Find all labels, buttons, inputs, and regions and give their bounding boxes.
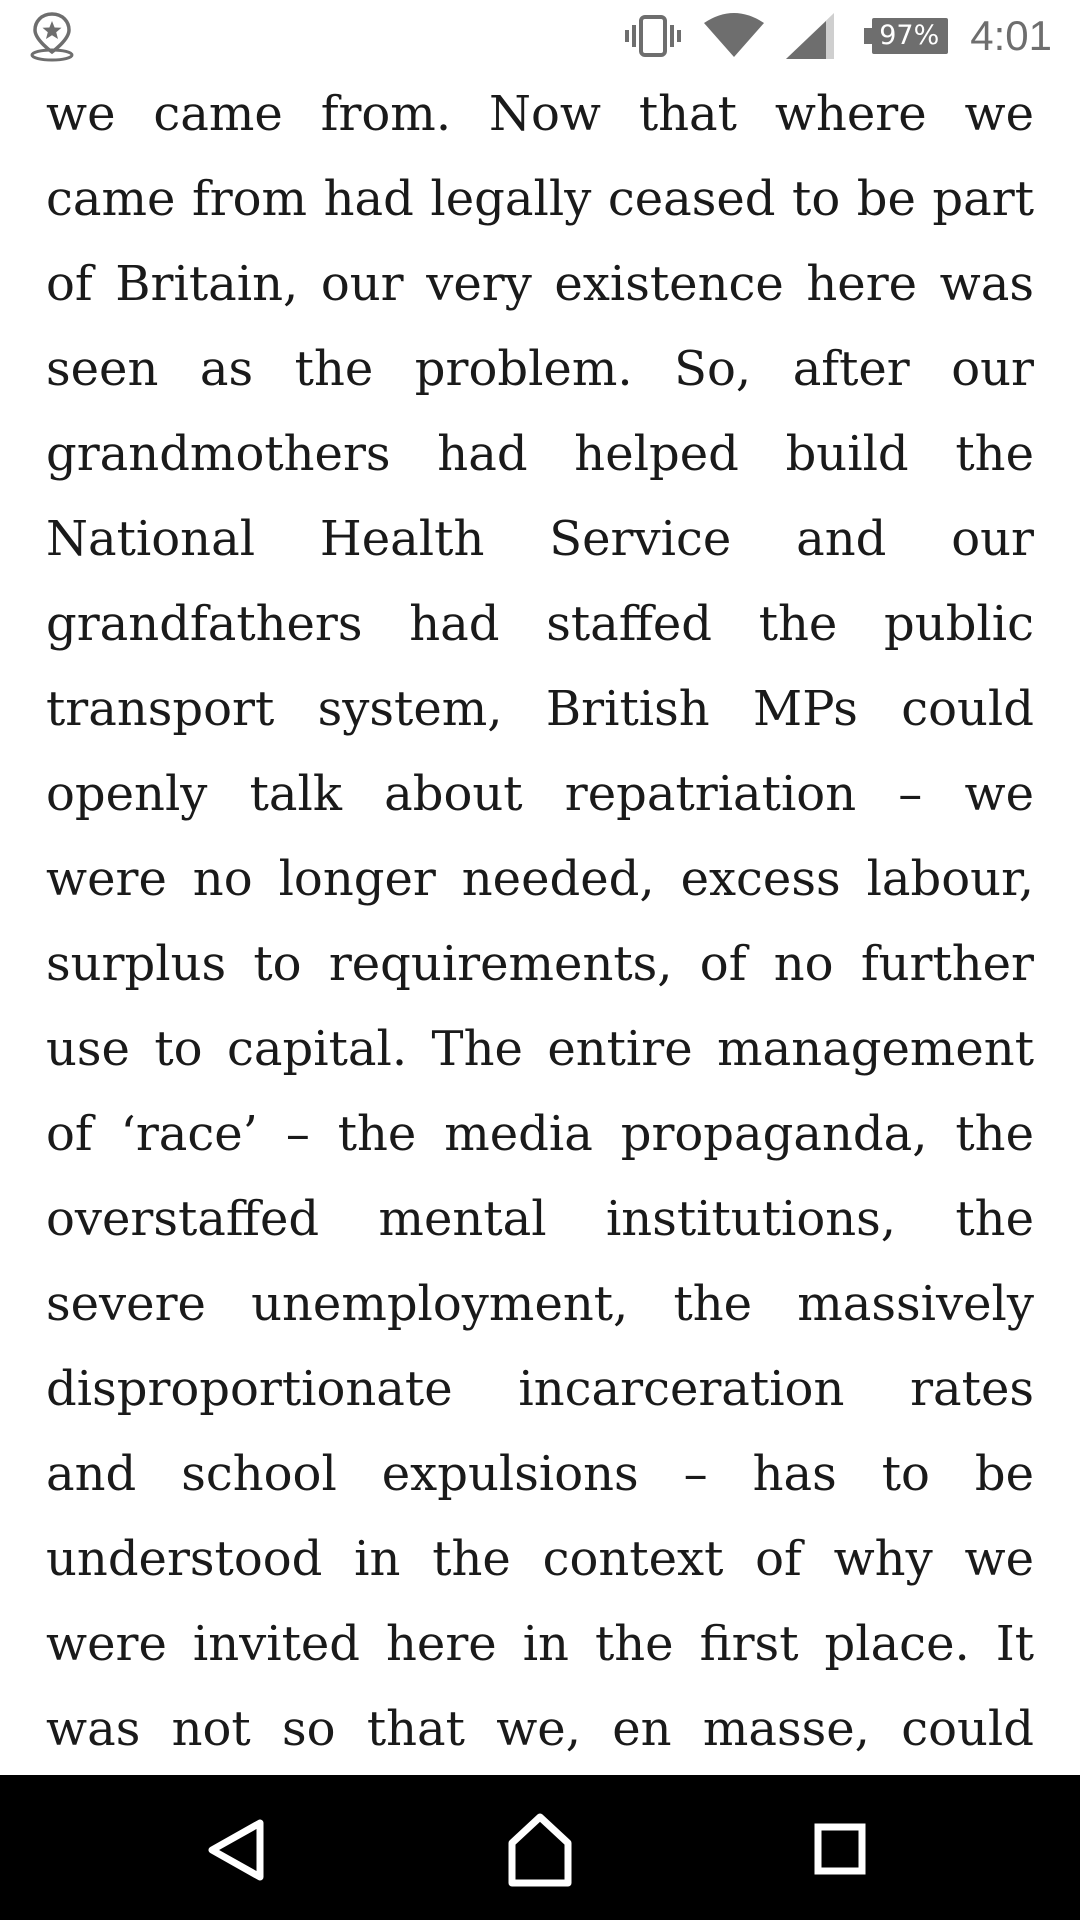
text-line: transport system, British MPs could (46, 681, 1034, 737)
home-icon (490, 1805, 590, 1895)
text-line: and school expulsions – has to be (46, 1446, 1034, 1502)
text-line: were invited here in the first place. It (46, 1616, 1034, 1672)
status-bar (0, 0, 1080, 72)
location-star-icon (28, 10, 76, 62)
text-line: understood in the context of why we (46, 1531, 1034, 1587)
status-icons (602, 0, 1052, 72)
text-line: surplus to requirements, of no further (46, 936, 1034, 992)
text-line: of ‘race’ – the media propaganda, the (46, 1106, 1034, 1162)
text-line: disproportionate incarceration rates (46, 1361, 1034, 1417)
battery-percent: 97% (879, 20, 940, 51)
navigation-bar (0, 1775, 1080, 1920)
text-line: severe unemployment, the massively (46, 1276, 1034, 1332)
wifi-icon (704, 13, 764, 59)
book-page[interactable] (0, 72, 1080, 1775)
text-line: overstaffed mental institutions, the (46, 1191, 1034, 1247)
battery-icon (864, 16, 948, 56)
text-line: were no longer needed, excess labour, (46, 851, 1034, 907)
text-line: seen as the problem. So, after our (46, 341, 1034, 397)
recents-icon (790, 1805, 890, 1895)
text-line: was not so that we, en masse, could (46, 1701, 1034, 1757)
status-time: 4:01 (970, 12, 1052, 59)
back-icon (190, 1805, 290, 1895)
book-text (0, 72, 1080, 1772)
text-line: we came from. Now that where we (46, 86, 1034, 142)
text-line: use to capital. The entire management (46, 1021, 1034, 1077)
vibrate-icon (624, 14, 682, 58)
home-button[interactable] (490, 1805, 590, 1895)
text-line: grandfathers had staffed the public (46, 596, 1034, 652)
text-line: grandmothers had helped build the (46, 426, 1034, 482)
recents-button[interactable] (790, 1805, 890, 1895)
back-button[interactable] (190, 1805, 290, 1895)
text-line: of Britain, our very existence here was (46, 256, 1034, 312)
text-line: came from had legally ceased to be part (46, 171, 1034, 227)
text-line: openly talk about repatriation – we (46, 766, 1034, 822)
text-line: National Health Service and our (46, 511, 1034, 567)
cell-signal-icon (786, 13, 834, 59)
